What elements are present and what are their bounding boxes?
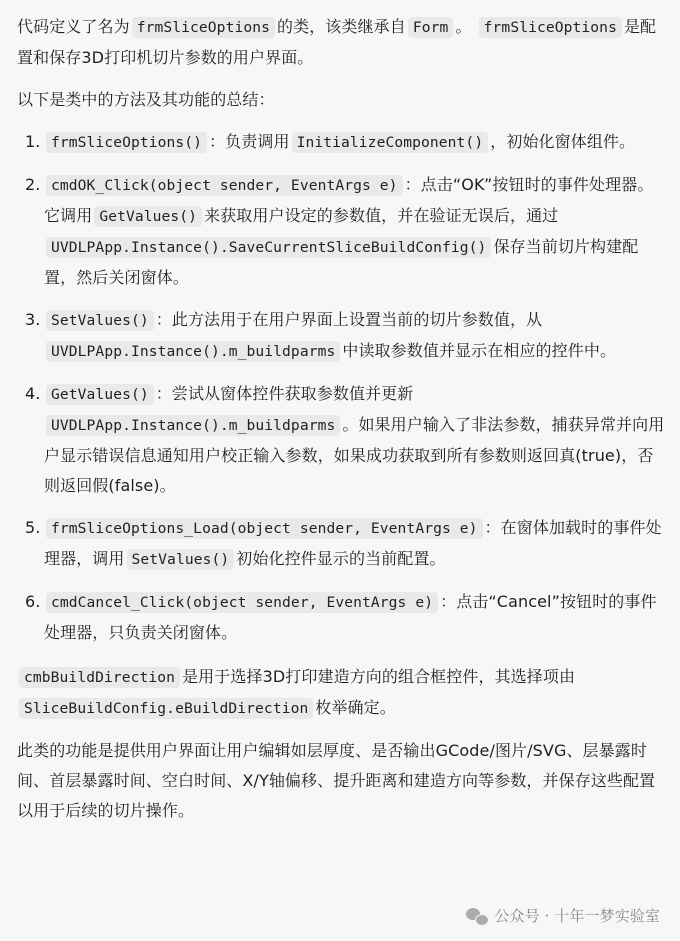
list-item-text: ：点击“Cancel”按钮时的事件处理器，只负责关闭窗体。 <box>44 592 657 642</box>
list-item-text: ：此方法用于在用户界面上设置当前的切片参数值，从 <box>155 310 543 329</box>
method-code: SetValues() <box>127 549 235 570</box>
combo-control-code: cmbBuildDirection <box>19 667 180 688</box>
list-item <box>17 170 666 293</box>
list-item-text: 初始化控件显示的当前配置。 <box>236 549 446 568</box>
list-item-text: 保存当前切片构建配置，然后关闭窗体。 <box>44 237 639 287</box>
watermark <box>466 901 660 931</box>
method-code: UVDLPApp.Instance().m_buildparms <box>46 415 340 436</box>
method-code: InitializeComponent() <box>292 132 489 153</box>
method-code: cmdOK_Click(object sender, EventArgs e) <box>46 175 403 196</box>
list-item-text: 来获取用户设定的参数值，并在验证无误后，通过 <box>204 206 559 225</box>
method-code: UVDLPApp.Instance().m_buildparms <box>46 341 340 362</box>
watermark-text: 公众号 · 十年一梦实验室 <box>494 907 660 925</box>
method-list <box>17 127 666 648</box>
closing-paragraph: 此类的功能是提供用户界面让用户编辑如层厚度、是否输出GCode/图片/SVG、层暴露时间、首层暴露时间、空白时间、X/Y轴偏移、提升距离和建造方向等参数，并保存这些配置以用于后续的切片操作。 <box>17 741 656 820</box>
list-item <box>17 513 666 575</box>
class-name-code: frmSliceOptions <box>132 17 275 38</box>
list-item-number: 6. <box>25 592 41 611</box>
list-item <box>17 127 666 158</box>
class-name-code-2: frmSliceOptions <box>479 17 622 38</box>
intro-text-3: 。 <box>455 17 472 36</box>
method-code: GetValues() <box>46 384 154 405</box>
list-item-text: 中读取参数值并显示在相应的控件中。 <box>342 341 617 360</box>
method-code: GetValues() <box>94 206 202 227</box>
combo-text-2: 枚举确定。 <box>315 698 396 717</box>
list-item-text: 。如果用户输入了非法参数，捕获异常并向用户显示错误信息通知用户校正输入参数，如果成功获取到所有参数则返回真(true)，否则返回假(false)。 <box>44 415 665 495</box>
method-code: SetValues() <box>46 310 154 331</box>
list-item-number: 4. <box>25 384 41 403</box>
combo-text-1: 是用于选择3D打印建造方向的组合框控件，其选择项由 <box>182 667 576 686</box>
list-item-number: 5. <box>25 518 41 537</box>
intro-text-4: 是配置和保存3D打印机切片参数的用户界面。 <box>17 17 657 67</box>
intro-text-1: 代码定义了名为 <box>17 17 130 36</box>
list-item-text: ：尝试从窗体控件获取参数值并更新 <box>155 384 414 403</box>
list-item-text: ：负责调用 <box>209 132 290 151</box>
list-item-number: 2. <box>25 175 41 194</box>
list-item-text: ，初始化窗体组件。 <box>490 132 636 151</box>
method-code: frmSliceOptions_Load(object sender, EventArgs e) <box>46 518 483 539</box>
method-code: frmSliceOptions() <box>46 132 207 153</box>
list-item-text: ：在窗体加载时的事件处理器，调用 <box>44 518 662 568</box>
list-item <box>17 379 666 501</box>
list-item-number: 1. <box>25 132 41 151</box>
summary-heading: 以下是类中的方法及其功能的总结： <box>17 90 275 109</box>
combo-paragraph <box>17 662 666 724</box>
wechat-icon <box>466 907 488 925</box>
list-item-text: ：点击“OK”按钮时的事件处理器。它调用 <box>44 175 654 225</box>
enum-code: SliceBuildConfig.eBuildDirection <box>19 698 313 719</box>
list-item <box>17 305 666 367</box>
method-code: cmdCancel_Click(object sender, EventArgs e) <box>46 592 438 613</box>
method-code: UVDLPApp.Instance().SaveCurrentSliceBuildConfig() <box>46 237 491 258</box>
base-class-code: Form <box>408 17 454 38</box>
intro-text-2: 的类，该类继承自 <box>277 17 406 36</box>
intro-paragraph <box>17 12 666 73</box>
list-item <box>17 587 666 648</box>
list-item-number: 3. <box>25 310 41 329</box>
